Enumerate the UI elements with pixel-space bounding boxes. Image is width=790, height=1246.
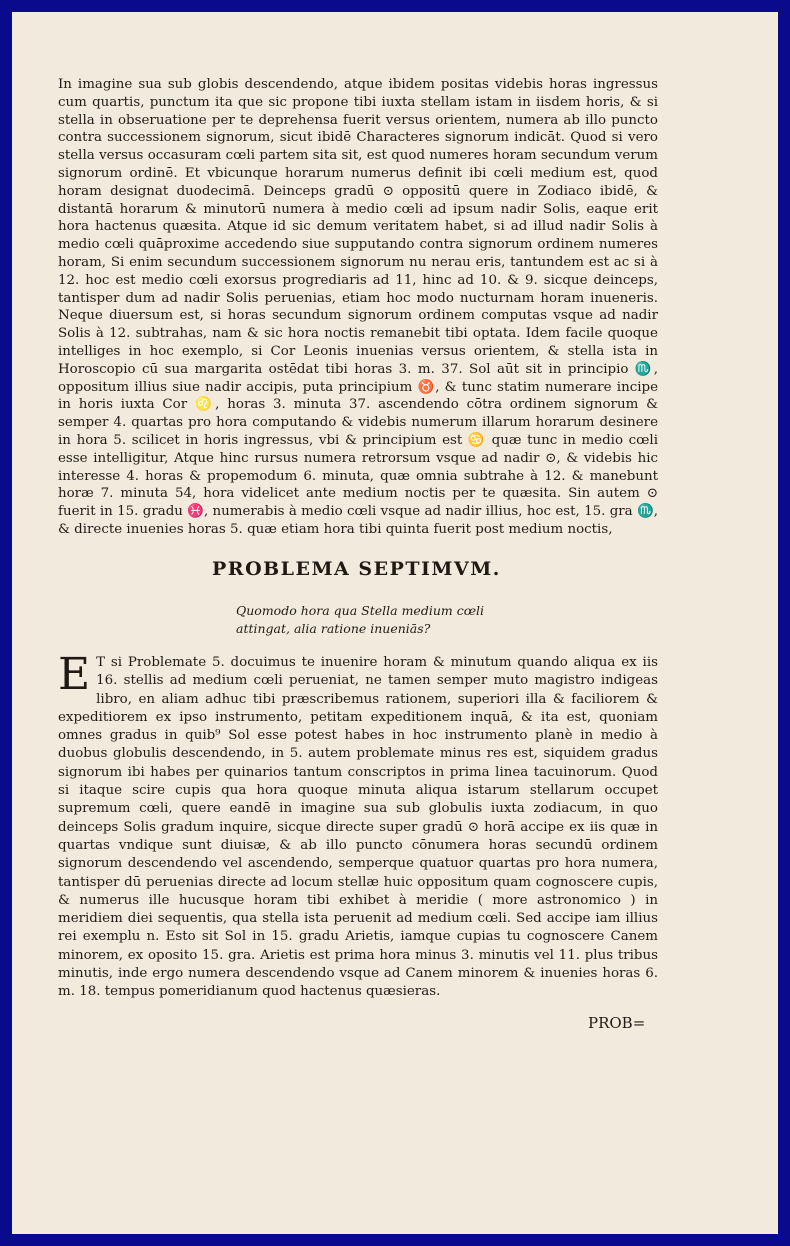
body-paragraph-2 [58, 649, 658, 1002]
problem-subtitle: Quomodo hora qua Stella medium cœli attingat, alia ratione inueniās? [236, 603, 485, 636]
problem-heading: PROBLEMA SEPTIMVM. [212, 558, 501, 580]
body-paragraph-1: In imagine sua sub globis descendendo, atque ibidem positas videbis horas ingressus cum quartis, punctum ita que sic propone tibi iuxta stellam istam in iisdem horis, & si stella in obseruatione per te deprehensa fuerit versus orientem, numera ab illo puncto contra successionem signorum, sicut ibidē Characteres signorum indicāt. Quod si vero stella versus occasuram cœli partem sita sit, est quod numeres horam secundum verum signorum ordinē. Et vbicunque horarum numerus definit ibi cœli medium est, quod horam designat duodecimā. Deinceps gradū ⊙ oppositū quere in Zodiaco ibidē, & distantā horarum & minutorū numera à medio cœli ad ipsum nadir Solis, eaque erit hora hactenus quæsita. Atque id sic demum veritatem habet, si ad illud nadir Solis à medio cœli quāproxime accedendo siue supputando contra signorum ordinem numeres horam, Si enim secundum successionem signorum nu nerau eris, tantundem est ac si à 12. hoc est medio cœli exorsus progrediaris ad 11, hinc ad 10. & 9. sicque deinceps, tantisper dum ad nadir Solis peruenias, etiam hoc modo nucturnam horam inueneris. Neque diuersum est, si horas secundum signorum ordinem computas vsque ad nadir Solis à 12. subtrahas, nam & sic hora noctis remanebit tibi optata. Idem facile quoque intelliges in hoc exemplo, si Cor Leonis inuenias versus orientem, & stella ista in Horoscopio cū sua margarita ostēdat tibi horas 3. m. 37. Sol aūt sit in principio ♏, oppositum illius siue nadir accipis, puta principium ♉, & tunc statim numerare incipe in horis iuxta Cor ♌, horas 3. minuta 37. ascendendo cōtra ordinem signorum & semper 4. quartas pro hora computando & videbis numerum illarum horarum desinere in hora 5. scilicet in horis ingressus, vbi & principium est ♋ quæ tunc in medio cœli esse intelligitur, Atque hinc rursus numera retrorsum vsque ad nadir ⊙, & videbis hic interesse 4. horas & propemodum 6. minuta, quæ omnia subtrahe à 12. & manebunt horæ 7. minuta 54, hora videlicet ante medium noctis per te quæsita. Sin autem ⊙ fuerit in 15. gradu ♓, numerabis à medio cœli vsque ad nadir illius, hoc est, 15. gra ♏, & directe inuenies horas 5. quæ etiam hora tibi quinta fuerit post medium noctis, [58, 77, 658, 537]
drop-capital: E [58, 649, 91, 700]
book-page [12, 12, 778, 1234]
catchword: PROB= [588, 1014, 646, 1032]
body-paragraph-2-text: T si Problemate 5. docuimus te inuenire horam & minutum quando aliqua ex iis 16. stellis ad medium cœli perueniat, ne tamen semper muto magistro indigeas libro, en aliam adhuc tibi præscribemus rationem, superiori illa & faciliorem & expeditiorem ex ipso instrumento, petitam expeditionem inquā, & ita est, quoniam omnes gradus in quib⁹ Sol esse potest habes in hoc instrumento planè in medio à duobus globulis descendendo, in 5. autem problemate minus res est, siquidem gradus signorum ibi habes per quinarios tantum conscriptos in prima linea tacuinorum. Quod si itaque scire cupis qua hora quoque minuta aliqua istarum stellarum occupet supremum cœli, quere eandē in imagine sua sub globulis iuxta zodiacum, in quo deinceps Solis gradum inquire, sicque directe super gradū ⊙ horā accipe ex iis quæ in quartas vndique sunt diuisæ, & ab illo puncto cōnumera horas secundū ordinem signorum descendendo vel ascendendo, semperque quatuor quartas pro hora numera, tantisper dū peruenias directe ad locum stellæ huic oppositum quam cognoscere cupis, & numerus ille hucusque horam tibi exhibet à meridie ( more astronomico ) in meridiem diei sequentis, qua stella ista peruenit ad medium cœli. Sed accipe iam illius rei exemplu n. Esto sit Sol in 15. gradu Arietis, iamque cupias tu cognoscere Canem minorem, ex oposito 15. gra. Arietis est prima hora minus 3. minutis vel 11. plus tribus minutis, inde ergo numera descendendo vsque ad Canem minorem & inuenies horas 6. m. 18. tempus pomeridianum quod hactenus quæsieras. [58, 655, 658, 1000]
text-block [58, 76, 658, 539]
